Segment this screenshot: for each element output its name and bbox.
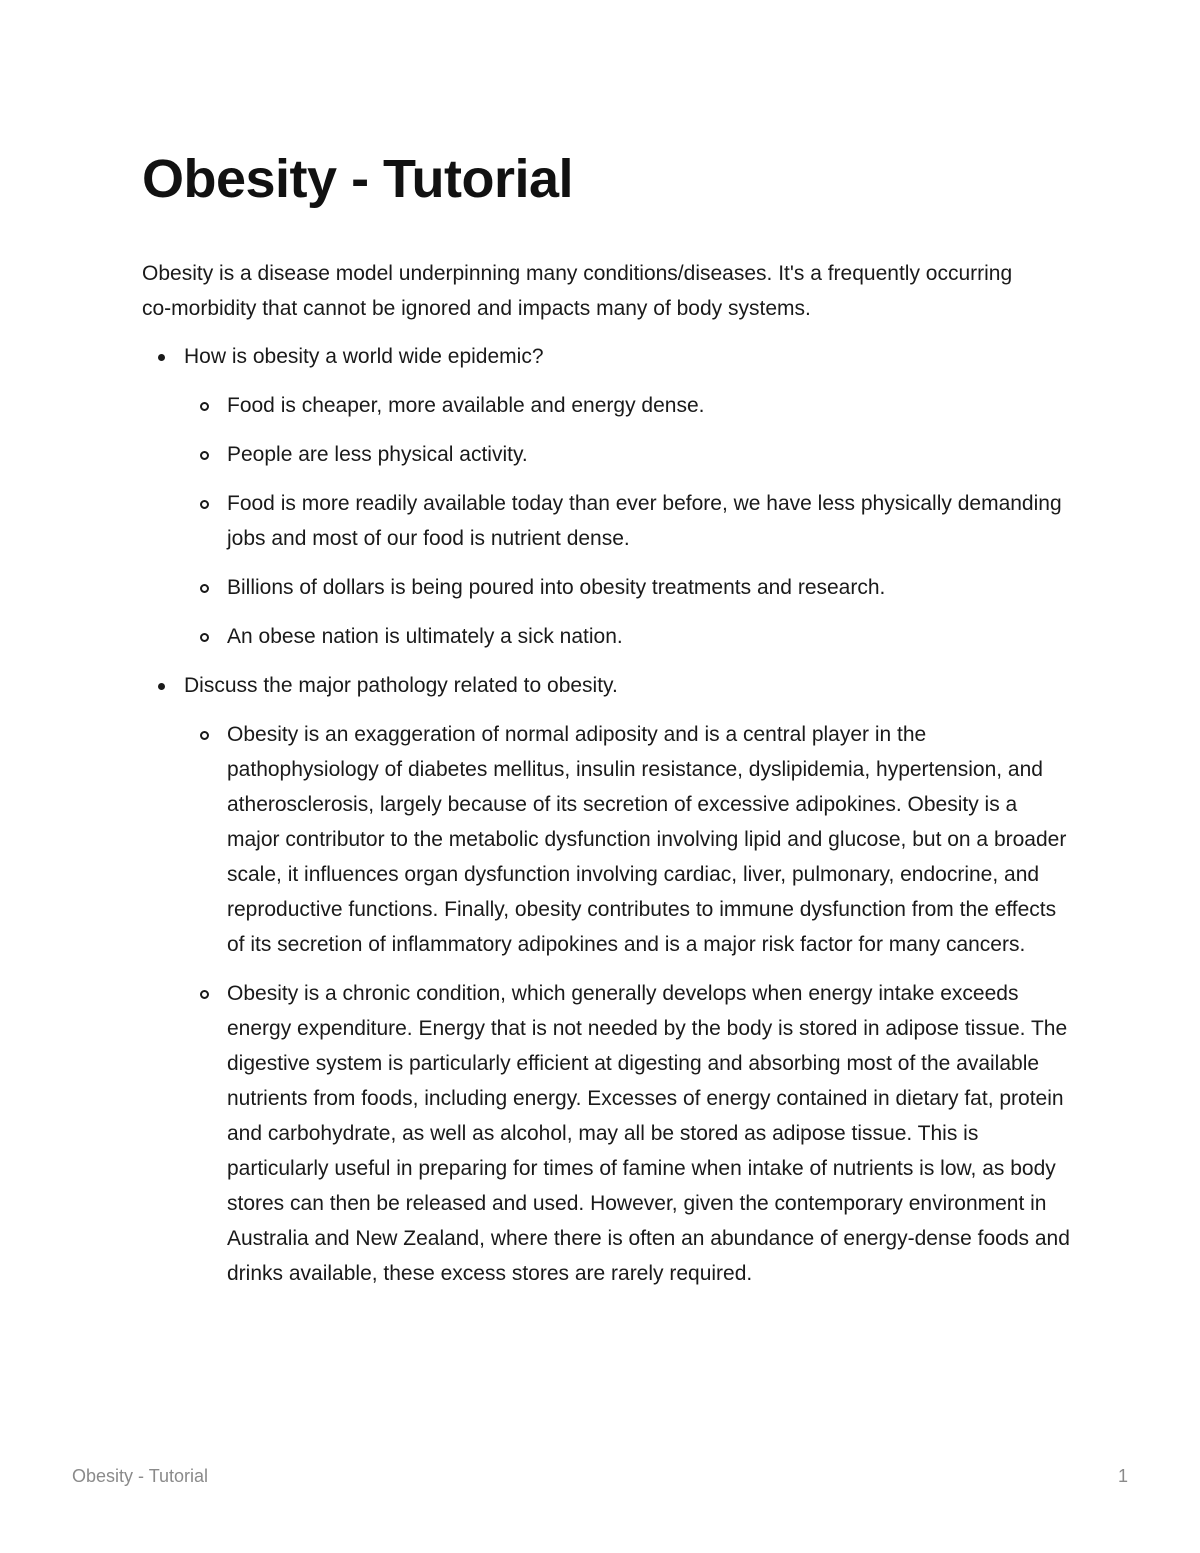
bullet-circle-icon <box>200 402 209 411</box>
answer-text: Food is cheaper, more available and energy dense. <box>227 394 705 417</box>
answer-item <box>184 619 1072 654</box>
answer-text: Obesity is a chronic condition, which generally develops when energy intake exceeds energy expenditure. Energy that is not needed by the body is stored in adipose tissue. The digestive system is particularly efficient at digesting and absorbing most of the available nutrients from foods, including energy. Excesses of energy contained in dietary fat, protein and carbohydrate, as well as alcohol, may all be stored as adipose tissue. This is particularly useful in preparing for times of famine when intake of nutrients is low, as body stores can then be released and used. However, given the contemporary environment in Australia and New Zealand, where there is often an abundance of energy-dense foods and drinks available, these excess stores are rarely required. <box>227 982 1070 1285</box>
document-content <box>142 339 1072 1305</box>
question-item <box>142 668 1072 1291</box>
document-title: Obesity - Tutorial <box>142 149 574 209</box>
bullet-circle-icon <box>200 500 209 509</box>
answer-item <box>184 388 1072 423</box>
intro-paragraph: Obesity is a disease model underpinning many conditions/diseases. It's a frequently occurring co-morbidity that cannot be ignored and impacts many of body systems. <box>142 262 1013 320</box>
bullet-disc-icon <box>158 354 165 361</box>
answer-text: An obese nation is ultimately a sick nation. <box>227 625 623 648</box>
bullet-circle-icon <box>200 451 209 460</box>
answer-text: People are less physical activity. <box>227 443 528 466</box>
answer-text: Obesity is an exaggeration of normal adiposity and is a central player in the pathophysiology of diabetes mellitus, insulin resistance, dyslipidemia, hypertension, and atherosclerosis, largely because of its secretion of excessive adipokines. Obesity is a major contributor to the metabolic dysfunction involving lipid and glucose, but on a broader scale, it influences organ dysfunction involving cardiac, liver, pulmonary, endocrine, and reproductive functions. Finally, obesity contributes to immune dysfunction from the effects of its secretion of inflammatory adipokines and is a major risk factor for many cancers. <box>227 723 1067 956</box>
answer-list <box>184 717 1072 1291</box>
answer-item <box>184 437 1072 472</box>
answer-item <box>184 486 1072 556</box>
answer-item <box>184 976 1072 1291</box>
question-text: Discuss the major pathology related to obesity. <box>184 674 618 697</box>
footer-page-number: 1 <box>1117 1466 1128 1486</box>
question-item <box>142 339 1072 654</box>
bullet-circle-icon <box>200 990 209 999</box>
answer-item <box>184 570 1072 605</box>
question-text: How is obesity a world wide epidemic? <box>184 345 544 368</box>
bullet-disc-icon <box>158 683 165 690</box>
bullet-circle-icon <box>200 633 209 642</box>
answer-text: Billions of dollars is being poured into obesity treatments and research. <box>227 576 886 599</box>
answer-list <box>184 388 1072 654</box>
bullet-circle-icon <box>200 731 209 740</box>
answer-item <box>184 717 1072 962</box>
answer-text: Food is more readily available today than ever before, we have less physically demanding jobs and most of our food is nutrient dense. <box>227 492 1062 550</box>
bullet-circle-icon <box>200 584 209 593</box>
question-list <box>142 339 1072 1291</box>
footer-title: Obesity - Tutorial <box>72 1466 209 1486</box>
